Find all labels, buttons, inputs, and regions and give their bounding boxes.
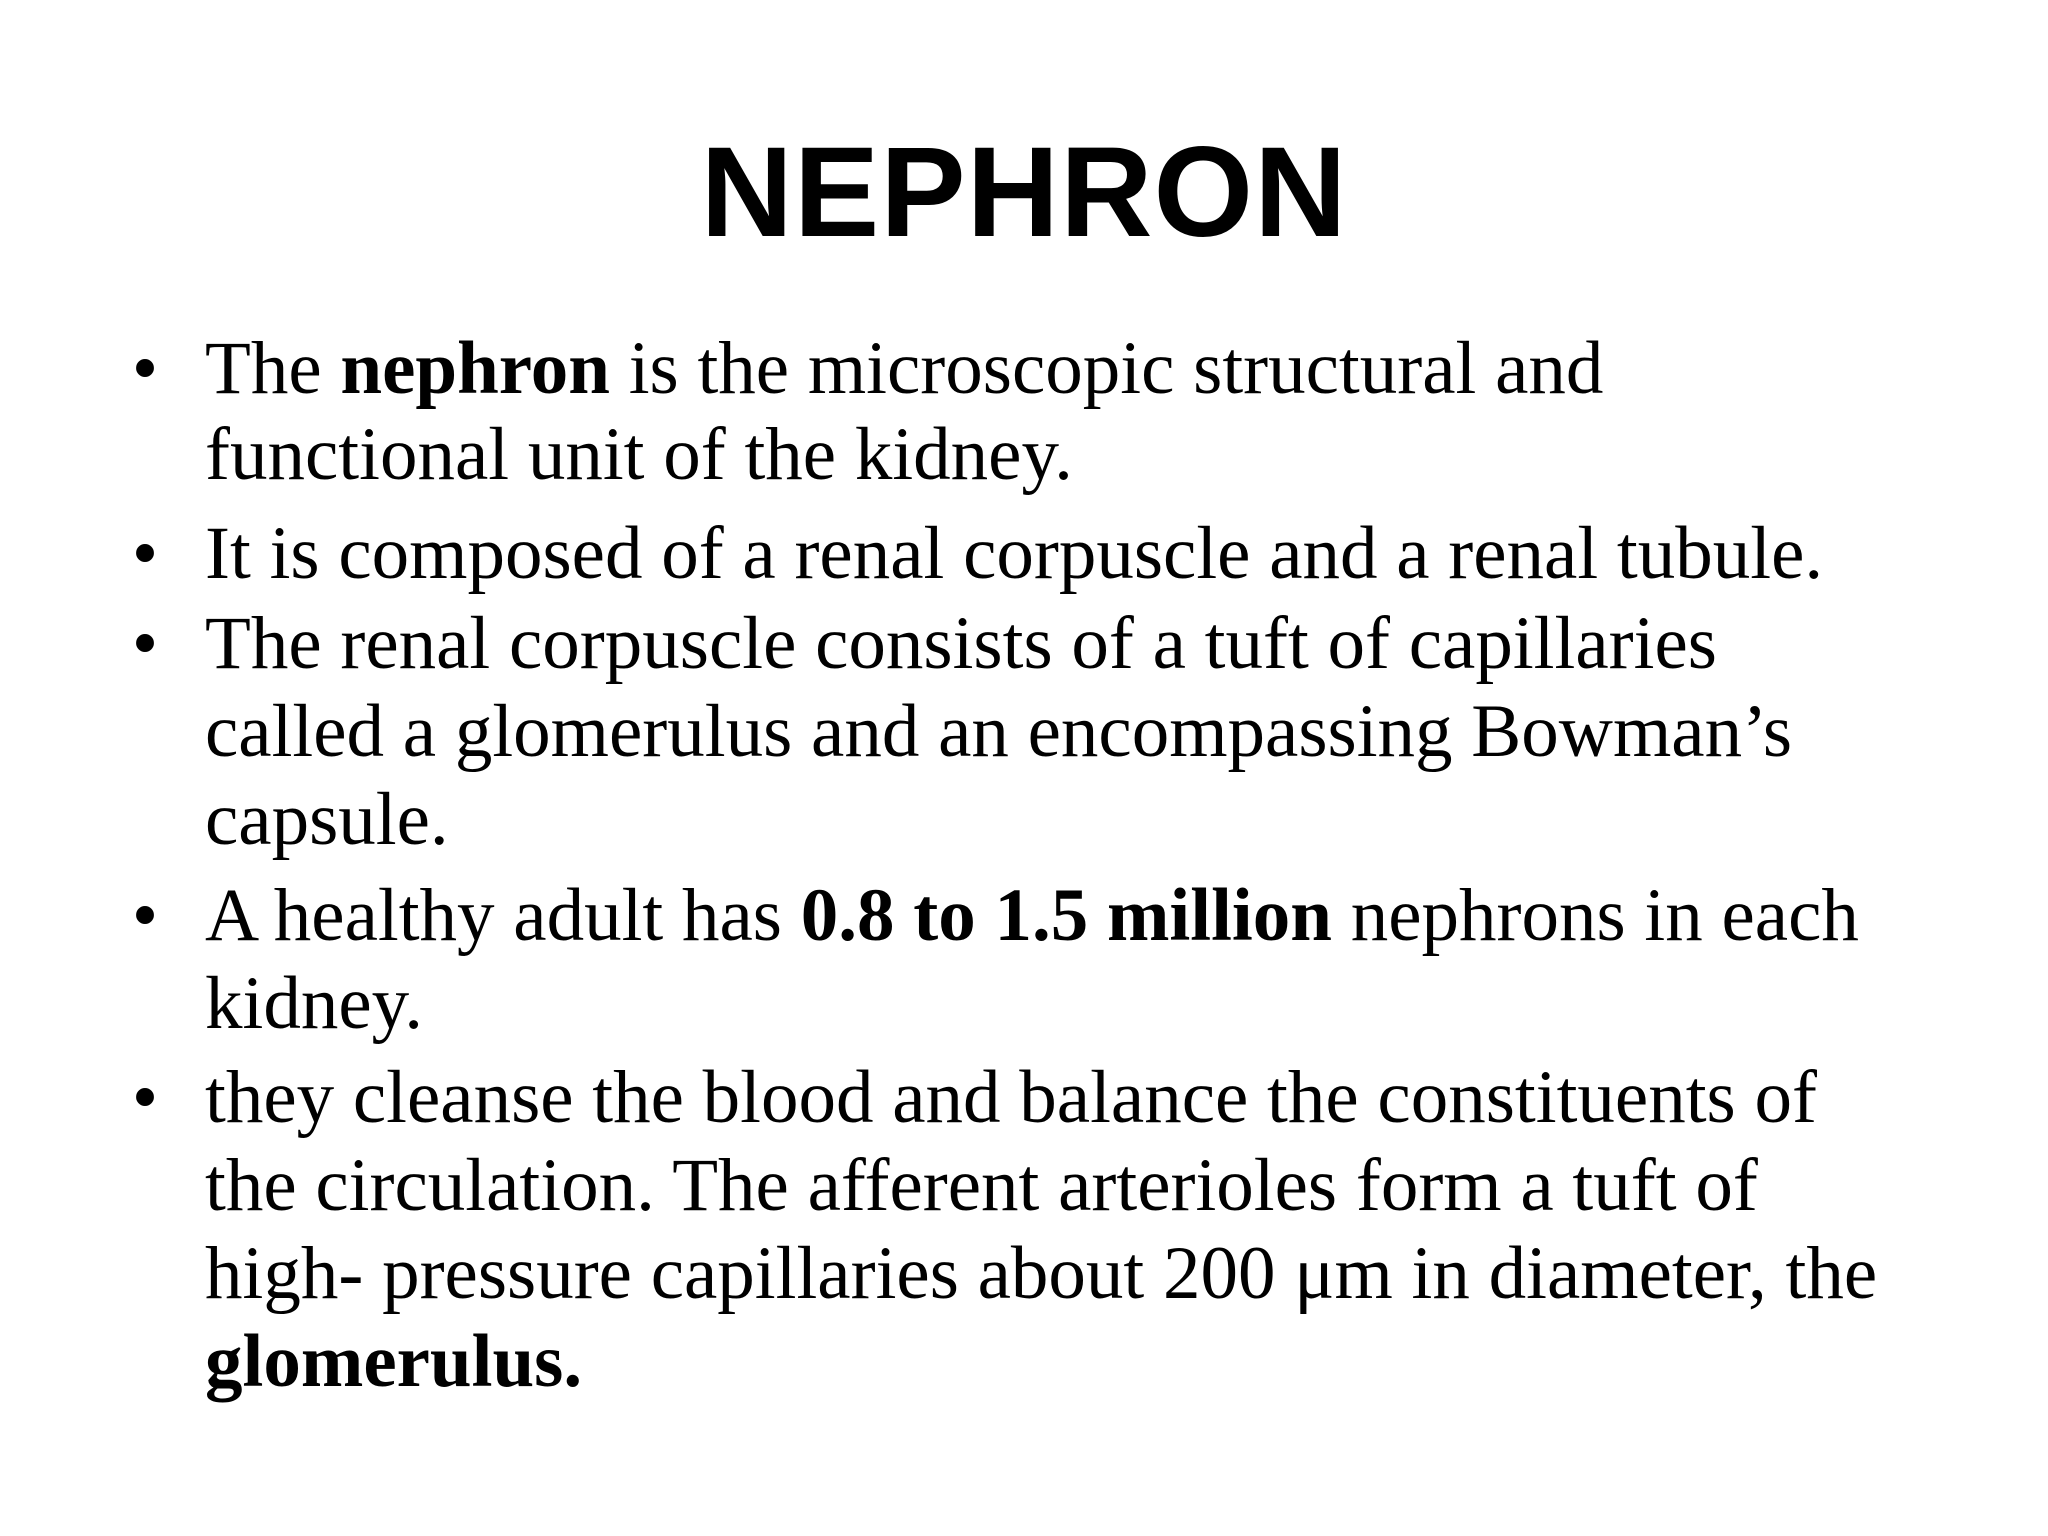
text-run: kidney. [205, 962, 424, 1045]
text-run: It is composed of a renal corpuscle and a renal tubule. [205, 512, 1824, 595]
text-run: high- pressure capillaries about 200 μm in diameter, the [205, 1232, 1878, 1315]
bullet-icon: • [131, 874, 159, 957]
bold-text-run: nephron [340, 327, 610, 410]
bullet-line [205, 326, 2005, 412]
text-run: The [205, 327, 341, 410]
text-run: nephrons in each [1331, 874, 1859, 957]
bullet-line [205, 600, 2005, 688]
bullet-line [205, 1318, 2005, 1406]
bullet-item-4 [131, 872, 2005, 1048]
text-run: functional unit of the kidney. [205, 413, 1073, 496]
bullet-item-1 [131, 326, 2005, 498]
bullet-line [205, 1054, 2005, 1142]
text-run: they cleanse the blood and balance the constituents of [205, 1056, 1817, 1139]
bullet-line [205, 776, 2005, 864]
bullet-line [205, 872, 2005, 960]
bullet-icon: • [131, 602, 159, 685]
text-run: is the microscopic structural and [609, 327, 1604, 410]
bullet-text [205, 1054, 2005, 1406]
bullet-line [205, 510, 2005, 598]
slide-title: NEPHRON [700, 121, 1348, 264]
text-run: called a glomerulus and an encompassing Bowman’s [205, 690, 1793, 773]
bullet-text [205, 326, 2005, 498]
bullet-item-2 [131, 510, 2005, 598]
text-run: capsule. [205, 778, 449, 861]
bullet-item-5 [131, 1054, 2005, 1406]
bullet-line [205, 960, 2005, 1048]
text-run: A healthy adult has [205, 874, 801, 957]
bullet-line [205, 688, 2005, 776]
bullet-text [205, 872, 2005, 1048]
text-run: The renal corpuscle consists of a tuft of capillaries [205, 602, 1717, 685]
bold-text-run: 0.8 to 1.5 million [800, 874, 1332, 957]
bullet-icon: • [131, 512, 159, 595]
bullet-line [205, 1230, 2005, 1318]
bullet-line [205, 1142, 2005, 1230]
bullet-item-3 [131, 600, 2005, 864]
text-run: the circulation. The afferent arterioles form a tuft of [205, 1144, 1758, 1227]
bullet-text [205, 510, 2005, 598]
bullet-icon: • [131, 1056, 159, 1139]
bullet-line [205, 412, 2005, 498]
bold-text-run: glomerulus. [205, 1320, 583, 1403]
bullet-text [205, 600, 2005, 864]
bullet-icon: • [131, 327, 159, 410]
